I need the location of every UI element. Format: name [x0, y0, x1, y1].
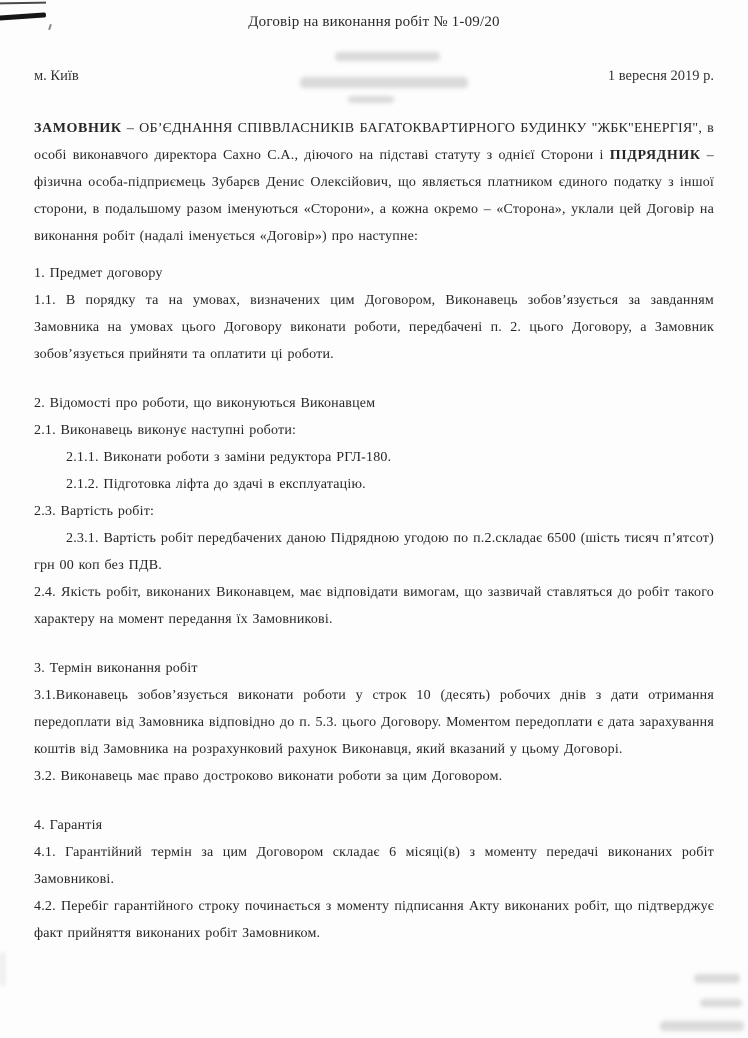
section-works-info: [34, 390, 714, 633]
bleed-through-smudge: [694, 974, 740, 983]
date-label: 1 вересня 2019 р.: [607, 68, 714, 84]
place-label: м. Київ: [34, 68, 79, 84]
clause-3-1: 3.1.Виконавець зобов’язується виконати роботи у строк 10 (десять) робочих днів з дати отримання передоплати від Замовника відповідно до п. 5.3. цього Договору. Моментом передоплати є дата зарахування коштів від Замовника на розрахунковий рахунок Виконавця, який вказаний у цьому Договорі.: [34, 688, 714, 757]
clause-2-3-1: 2.3.1. Вартість робіт передбачених даною Підрядною угодою по п.2.складає 6500 (шість тисяч п’ятсот) грн 00 коп без ПДВ.: [34, 531, 714, 573]
clause-2-1-2: 2.1.2. Підготовка ліфта до здачі в експлуатацію.: [66, 477, 366, 492]
customer-description: – ОБ’ЄДНАННЯ СПІВВЛАСНИКІВ БАГАТОКВАРТИРНОГО БУДИНКУ "ЖБК"ЕНЕРГІЯ", в особі виконавчого директора Сахно С.А., діючого на підставі статуту з однієї Сторони і: [34, 121, 714, 163]
place-date-row: [34, 66, 714, 87]
bleed-through-smudge: [660, 1021, 744, 1031]
contractor-term: ПІДРЯДНИК: [609, 148, 701, 163]
clause-3-2: 3.2. Виконавець має право достроково виконати роботи за цим Договором.: [34, 769, 503, 784]
clause-1-1: 1.1. В порядку та на умовах, визначених цим Договором, Виконавець зобов’язується за завданням Замовника на умовах цього Договору виконати роботи, передбачені п. 2. цього Договору, а Замовник зобов’язується прийняти та оплатити ці роботи.: [34, 293, 714, 362]
section-3-heading: 3. Термін виконання робіт: [34, 661, 198, 676]
bleed-through-smudge: [0, 952, 5, 986]
preamble-paragraph: [34, 115, 714, 250]
clause-2-1: 2.1. Виконавець виконує наступні роботи:: [34, 423, 297, 438]
section-1-heading: 1. Предмет договору: [34, 266, 163, 281]
section-warranty: [34, 812, 714, 947]
section-4-heading: 4. Гарантія: [34, 818, 103, 833]
section-2-heading: 2. Відомості про роботи, що виконуються Виконавцем: [34, 396, 376, 411]
section-term: [34, 655, 714, 790]
contractor-description: – фізична особа-підприємець Зубарєв Денис Олексійович, що являється платником єдиного податку з іншої сторони, в подальшому разом іменуються «Сторони», а кожна окремо – «Сторона», уклали цей Договір на виконання робіт (надалі іменується «Договір») про наступне:: [34, 148, 714, 244]
clause-2-1-1: 2.1.1. Виконати роботи з заміни редуктора РГЛ-180.: [66, 450, 392, 465]
clause-2-3: 2.3. Вартість робіт:: [34, 504, 155, 519]
section-subject: [34, 260, 714, 368]
customer-term: ЗАМОВНИК: [34, 121, 122, 136]
clause-4-2: 4.2. Перебіг гарантійного строку починається з моменту підписання Акту виконаних робіт, що підтверджує факт прийняття виконаних робіт Замовником.: [34, 899, 714, 941]
clause-2-4: 2.4. Якість робіт, виконаних Виконавцем, має відповідати вимогам, що зазвичай ставляться до робіт такого характеру на момент передання їх Замовникові.: [34, 585, 714, 627]
document-title: Договір на виконання робіт № 1-09/20: [248, 14, 500, 30]
bleed-through-smudge: [700, 999, 742, 1007]
clause-4-1: 4.1. Гарантійний термін за цим Договором складає 6 місяці(в) з моменту передачі виконаних робіт Замовникові.: [34, 845, 714, 887]
